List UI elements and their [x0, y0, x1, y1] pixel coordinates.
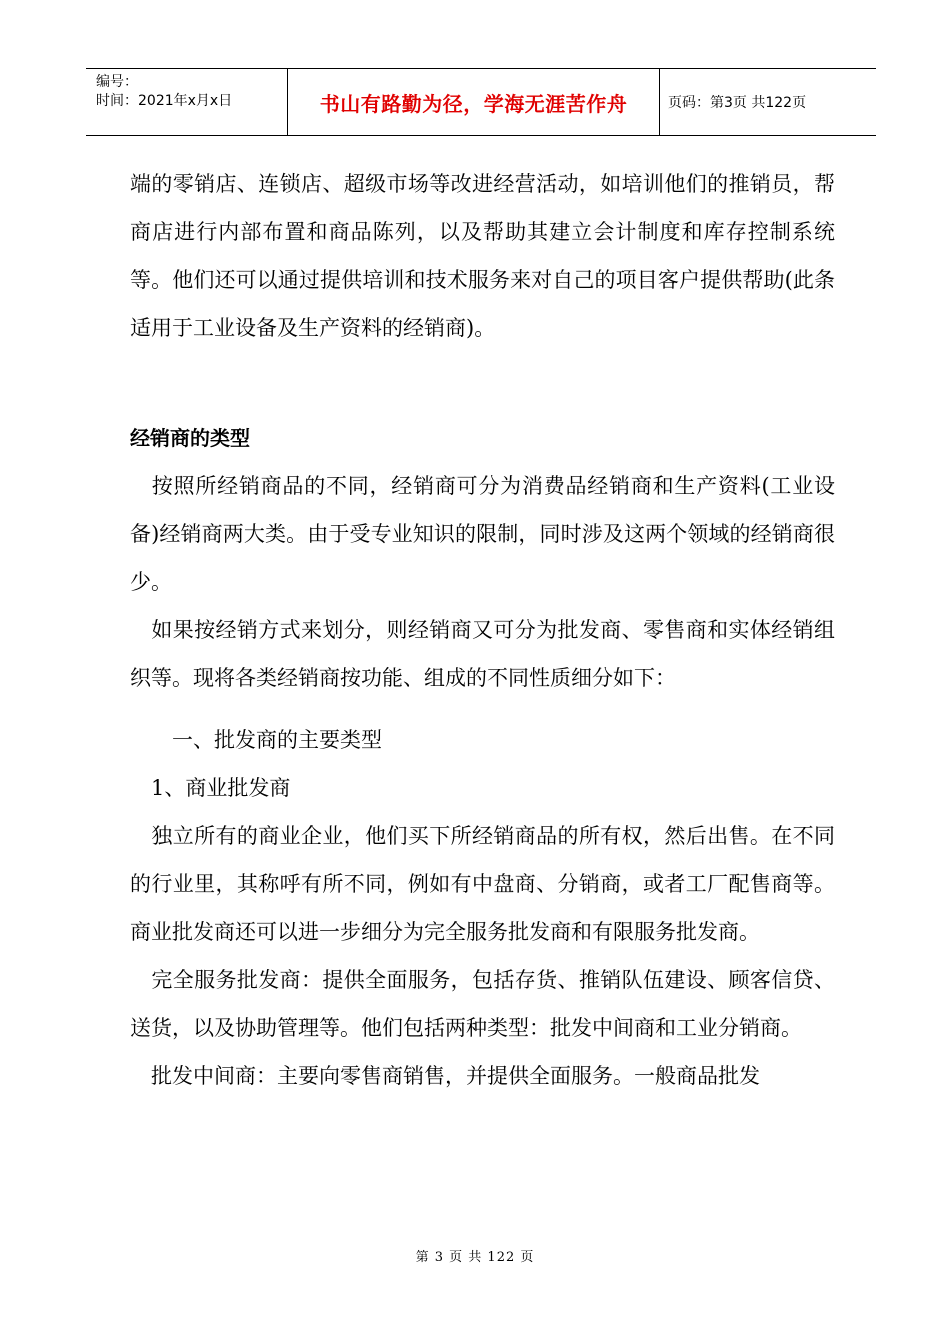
document-number-label: 编号： — [96, 74, 138, 90]
header-page-info: 页码：第3页 共122页 — [668, 95, 807, 111]
subheading: 一、批发商的主要类型 — [130, 728, 382, 752]
document-body — [130, 160, 835, 1100]
paragraph: 按照所经销商品的不同，经销商可分为消费品经销商和生产资料(工业设备)经销商两大类。由于受专业知识的限制，同时涉及这两个领域的经销商很少。 — [130, 474, 835, 594]
section-heading: 经销商的类型 — [130, 426, 250, 450]
header-meta — [86, 69, 288, 135]
document-date: 时间：2021年x月x日 — [96, 93, 233, 109]
subheading: 1、商业批发商 — [130, 776, 291, 800]
paragraph: 端的零销店、连锁店、超级市场等改进经营活动，如培训他们的推销员，帮商店进行内部布置和商品陈列，以及帮助其建立会计制度和库存控制系统等。他们还可以通过提供培训和技术服务来对自己的项目客户提供帮助(此条适用于工业设备及生产资料的经销商)。 — [130, 172, 835, 340]
page-footer: 第 3 页 共 122 页 — [415, 1250, 535, 1265]
page-header — [86, 68, 876, 136]
paragraph: 如果按经销方式来划分，则经销商又可分为批发商、零售商和实体经销组织等。现将各类经销商按功能、组成的不同性质细分如下： — [130, 618, 835, 690]
header-motto-cell — [288, 69, 660, 135]
paragraph: 完全服务批发商：提供全面服务，包括存货、推销队伍建设、顾客信贷、送货，以及协助管理等。他们包括两种类型：批发中间商和工业分销商。 — [130, 968, 835, 1040]
header-motto: 书山有路勤为径，学海无涯苦作舟 — [319, 91, 628, 116]
paragraph: 批发中间商：主要向零售商销售，并提供全面服务。一般商品批发 — [130, 1064, 760, 1088]
paragraph: 独立所有的商业企业，他们买下所经销商品的所有权，然后出售。在不同的行业里，其称呼有所不同，例如有中盘商、分销商，或者工厂配售商等。商业批发商还可以进一步细分为完全服务批发商和有限服务批发商。 — [130, 824, 835, 944]
